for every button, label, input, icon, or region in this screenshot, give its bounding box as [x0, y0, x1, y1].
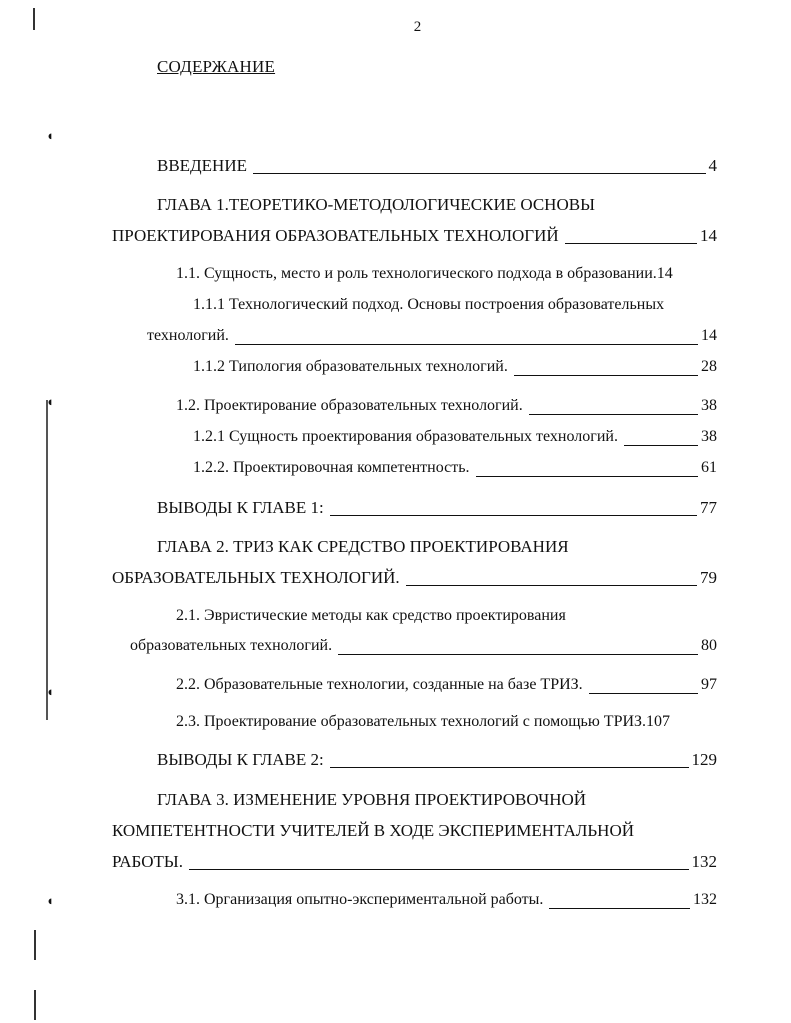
leader-line [189, 868, 689, 870]
toc-entry-text: 1.1.2 Типология образовательных технологий. [193, 358, 508, 375]
toc-entry[interactable] [176, 607, 566, 629]
toc-entry-text: ГЛАВА 3. ИЗМЕНЕНИЕ УРОВНЯ ПРОЕКТИРОВОЧНОЙ [157, 790, 587, 809]
scan-margin-line [34, 990, 36, 1020]
toc-entry-text: 1.2.1 Сущность проектирования образовательных технологий. [193, 428, 618, 445]
toc-page-number: 132 [693, 891, 717, 908]
toc-entry[interactable] [112, 226, 717, 248]
toc-page-number: 132 [691, 852, 717, 871]
toc-entry-text: 2.2. Образовательные технологии, созданные на базе ТРИЗ. [176, 676, 583, 693]
toc-entry-text: ГЛАВА 1.ТЕОРЕТИКО-МЕТОДОЛОГИЧЕСКИЕ ОСНОВЫ [157, 195, 595, 214]
toc-page-number: 14 [700, 226, 717, 245]
leader-line [589, 692, 698, 694]
leader-line [476, 475, 698, 477]
toc-entry[interactable] [193, 428, 717, 450]
scan-margin-line [46, 400, 48, 720]
toc-entry-text: 1.1. Сущность, место и роль технологического подхода в образовании. [176, 265, 657, 282]
toc-entry[interactable] [193, 358, 717, 380]
toc-entry-text: 1.2. Проектирование образовательных технологий. [176, 397, 523, 414]
toc-entry[interactable] [193, 296, 664, 318]
scan-mark: ◖ [46, 893, 54, 908]
leader-line [514, 374, 698, 376]
toc-entry-text: 3.1. Организация опытно-экспериментальной работы. [176, 891, 544, 908]
toc-page-number: 77 [700, 498, 717, 517]
toc-entry[interactable] [112, 568, 717, 590]
toc-page-number: 97 [701, 676, 717, 693]
toc-entry[interactable] [157, 195, 595, 217]
toc-entry[interactable] [130, 637, 717, 659]
toc-entry-text: ВЫВОДЫ К ГЛАВЕ 2: [157, 750, 324, 769]
leader-line [549, 907, 690, 909]
scan-mark: ◖ [46, 128, 54, 143]
toc-page-number: 38 [701, 428, 717, 445]
toc-entry-text: ОБРАЗОВАТЕЛЬНЫХ ТЕХНОЛОГИЙ. [112, 568, 400, 587]
toc-page-number: 129 [691, 750, 717, 769]
toc-entry[interactable] [176, 891, 717, 913]
leader-line [338, 653, 698, 655]
leader-line [565, 242, 697, 244]
toc-entry-text: 2.1. Эвристические методы как средство проектирования [176, 607, 566, 624]
toc-entry-text: 1.1.1 Технологический подход. Основы построения образовательных [193, 296, 665, 313]
toc-page-number: 80 [701, 637, 717, 654]
toc-title: СОДЕРЖАНИЕ [157, 57, 276, 76]
scan-margin-line [34, 930, 36, 960]
toc-entry-text: ГЛАВА 2. ТРИЗ КАК СРЕДСТВО ПРОЕКТИРОВАНИЯ [157, 537, 569, 556]
toc-page-number: 4 [708, 156, 717, 175]
toc-entry[interactable] [157, 750, 717, 772]
toc-entry[interactable] [193, 459, 717, 481]
scan-mark: ◖ [46, 394, 54, 409]
scan-mark: ◖ [46, 684, 54, 699]
leader-line [330, 514, 697, 516]
toc-entry-text: ВЫВОДЫ К ГЛАВЕ 1: [157, 498, 324, 517]
toc-entry-text: ПРОЕКТИРОВАНИЯ ОБРАЗОВАТЕЛЬНЫХ ТЕХНОЛОГИЙ [112, 226, 559, 245]
toc-page-number: 38 [701, 397, 717, 414]
toc-page-number: 28 [701, 358, 717, 375]
toc-page-number: 107 [646, 713, 671, 730]
leader-line [624, 444, 698, 446]
toc-entry[interactable] [176, 676, 717, 698]
leader-line [529, 413, 698, 415]
toc-entry-text: 1.2.2. Проектировочная компетентность. [193, 459, 470, 476]
page-number: 2 [413, 19, 422, 35]
toc-entry[interactable] [112, 821, 634, 843]
toc-entry-text: образовательных технологий. [130, 637, 333, 654]
toc-page-number: 79 [700, 568, 717, 587]
toc-entry-text: ВВЕДЕНИЕ [157, 156, 247, 175]
toc-entry[interactable] [112, 852, 717, 874]
toc-entry[interactable] [157, 790, 586, 812]
toc-page-number: 61 [701, 459, 717, 476]
toc-entry[interactable] [176, 713, 722, 735]
toc-entry-text: РАБОТЫ. [112, 852, 183, 871]
toc-entry[interactable] [176, 265, 722, 287]
toc-entry[interactable] [157, 498, 717, 520]
toc-entry[interactable] [147, 327, 717, 349]
toc-entry[interactable] [176, 397, 717, 419]
toc-page-number: 14 [656, 265, 673, 282]
toc-entry-text: 2.3. Проектирование образовательных технологий с помощью ТРИЗ. [176, 713, 647, 730]
leader-line [330, 766, 689, 768]
toc-entry-text: технологий. [147, 327, 229, 344]
leader-line [235, 343, 698, 345]
toc-page-number: 14 [701, 327, 717, 344]
leader-line [406, 584, 697, 586]
toc-entry[interactable] [157, 156, 717, 178]
toc-entry[interactable] [157, 537, 569, 559]
toc-entry-text: КОМПЕТЕНТНОСТИ УЧИТЕЛЕЙ В ХОДЕ ЭКСПЕРИМЕНТАЛЬНОЙ [112, 821, 635, 840]
leader-line [253, 172, 706, 174]
